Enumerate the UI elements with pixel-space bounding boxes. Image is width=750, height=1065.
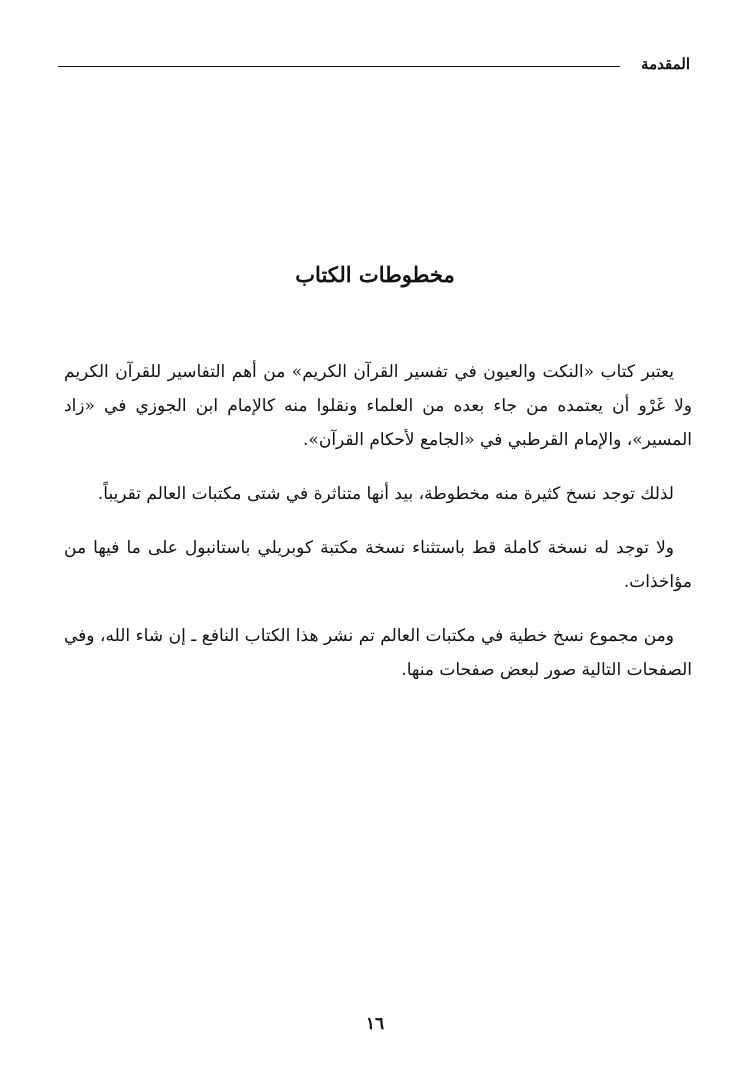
body-text — [64, 355, 692, 707]
paragraph-3: ولا توجد له نسخة كاملة قط باستثناء نسخة مكتبة كوبريلي باستانبول على ما فيها من مؤاخذات. — [64, 538, 692, 592]
running-header — [58, 55, 690, 75]
header-rule — [58, 66, 620, 67]
section-heading: مخطوطات الكتاب — [295, 262, 455, 287]
header-title: المقدمة — [637, 55, 690, 73]
paragraph-4: ومن مجموع نسخ خطية في مكتبات العالم تم نشر هذا الكتاب النافع ـ إن شاء الله، وفي الصفحات التالية صور لبعض صفحات منها. — [64, 626, 692, 680]
paragraph-1: يعتبر كتاب «النكت والعيون في تفسير القرآن الكريم» من أهم التفاسير للقرآن الكريم ولا غَرْو أن يعتمده من جاء بعده من العلماء ونقلوا منه كالإمام ابن الجوزي في «زاد المسير»، والإمام القرطبي في «الجامع لأحكام القرآن». — [64, 362, 692, 450]
page-number: ١٦ — [365, 1014, 385, 1034]
paragraph-2: لذلك توجد نسخ كثيرة منه مخطوطة، بيد أنها متناثرة في شتى مكتبات العالم تقريباً. — [97, 484, 674, 504]
